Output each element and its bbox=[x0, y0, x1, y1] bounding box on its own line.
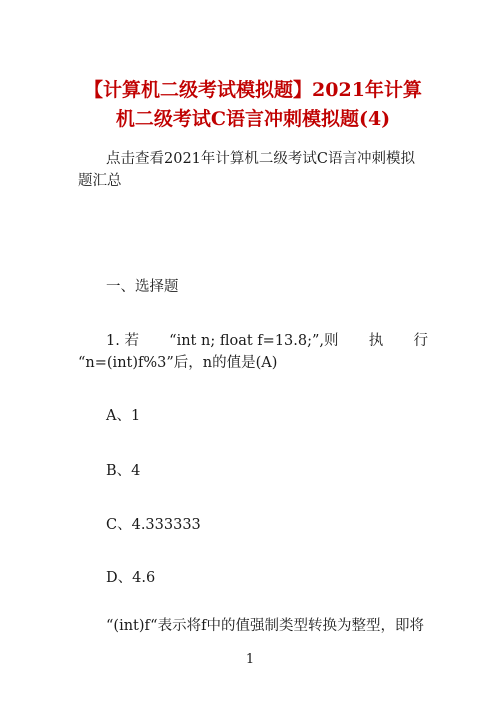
option-a: A、1 bbox=[106, 408, 141, 424]
question-1-exec-2: 行 bbox=[413, 333, 428, 349]
question-1 bbox=[78, 330, 428, 374]
intro-link-text[interactable]: 点击查看2021年计算机二级考试C语言冲刺模拟题汇总 bbox=[78, 151, 415, 189]
question-1-line-1 bbox=[78, 330, 428, 352]
question-1-number: 1. 若 bbox=[106, 333, 139, 349]
document-title: 【计算机二级考试模拟题】2021年计算机二级考试C语言冲刺模拟题(4) bbox=[84, 79, 422, 130]
option-d: D、4.6 bbox=[106, 570, 156, 586]
question-1-code: “int n; float f=13.8;”,则 bbox=[169, 333, 339, 349]
option-b: B、4 bbox=[106, 463, 141, 479]
section-heading: 一、选择题 bbox=[106, 279, 179, 295]
question-1-exec-1: 执 bbox=[368, 333, 384, 349]
option-c: C、4.333333 bbox=[106, 517, 201, 533]
explanation-text: “(int)f“表示将f中的值强制类型转换为整型，即将 bbox=[106, 618, 424, 634]
page-number: 1 bbox=[245, 652, 255, 667]
question-1-line-2: “n=(int)f%3”后，n的值是(A) bbox=[78, 355, 278, 371]
